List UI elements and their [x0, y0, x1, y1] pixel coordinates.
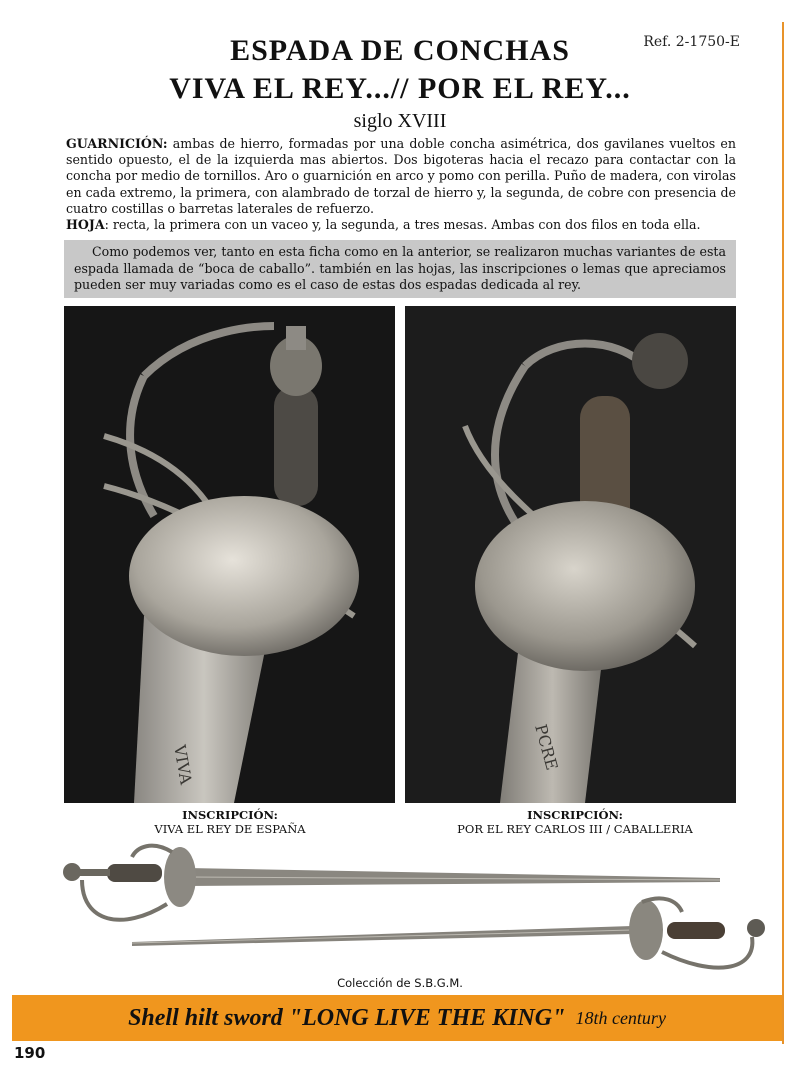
photo-hilt-right [405, 306, 736, 803]
hoja-label: HOJA [66, 217, 105, 233]
guarnicion-label: GUARNICIÓN: [66, 136, 168, 151]
photo-full-swords [52, 842, 772, 972]
caption-right-heading: INSCRIPCIÓN: [527, 808, 623, 822]
note-box: Como podemos ver, tanto en esta ficha como en la anterior, se realizaron muchas variantes de esta espada llamada de “boca de caballo”. también en las hojas, las inscripciones o lemas que apreciamos pueden ser muy variadas como es el caso de estas dos espadas dedicada al rey. [64, 240, 736, 298]
caption-right [440, 808, 710, 836]
hoja-text: : recta, la primera con un vaceo y, la segunda, a tres mesas. Ambas con dos filos en toda ella. [104, 217, 701, 233]
page-title-line2: VIVA EL REY...// POR EL REY... [169, 72, 631, 105]
photo-hilt-left [64, 306, 395, 803]
description-block [66, 136, 736, 233]
banner-century: 18th century [575, 1007, 666, 1028]
caption-left-text: VIVA EL REY DE ESPAÑA [154, 822, 306, 836]
page-subtitle: siglo XVIII [353, 110, 447, 132]
sword-hilt-right-illustration [405, 306, 736, 803]
guarnicion-paragraph [66, 136, 736, 217]
caption-left [100, 808, 360, 836]
caption-right-text: POR EL REY CARLOS III / CABALLERIA [457, 822, 693, 836]
blade-inscription-left: VIVA [170, 743, 196, 786]
collection-credit: Colección de S.B.G.M. [337, 976, 463, 990]
guarnicion-text: ambas de hierro, formadas por una doble concha asimétrica, dos gavilanes vueltos en sentido opuesto, el de la izquierda mas abiertos. Dos bigoteras hacia el recazo para contactar con la concha por medio de tornillos. Aro o guarnición en arco y pomo con perilla. Puño de madera, con virolas en cada extremo, la primera, con alambrado de torzal de hierro y, la segunda, de cobre con presencia de cuatro costillas o barretas laterales de refuerzo. [66, 136, 736, 216]
page-number: 190 [14, 1044, 46, 1062]
caption-left-heading: INSCRIPCIÓN: [182, 808, 278, 822]
banner-title: Shell hilt sword "LONG LIVE THE KING" [128, 1004, 566, 1031]
hoja-paragraph [66, 217, 736, 233]
sword-hilt-left-illustration [64, 306, 395, 803]
reference-number: Ref. 2-1750-E [643, 34, 740, 50]
blade-inscription-right: PCRE [531, 722, 562, 773]
page-title: ESPADA DE CONCHAS [230, 34, 570, 67]
english-title-banner [12, 995, 782, 1041]
full-swords-illustration [52, 842, 772, 972]
